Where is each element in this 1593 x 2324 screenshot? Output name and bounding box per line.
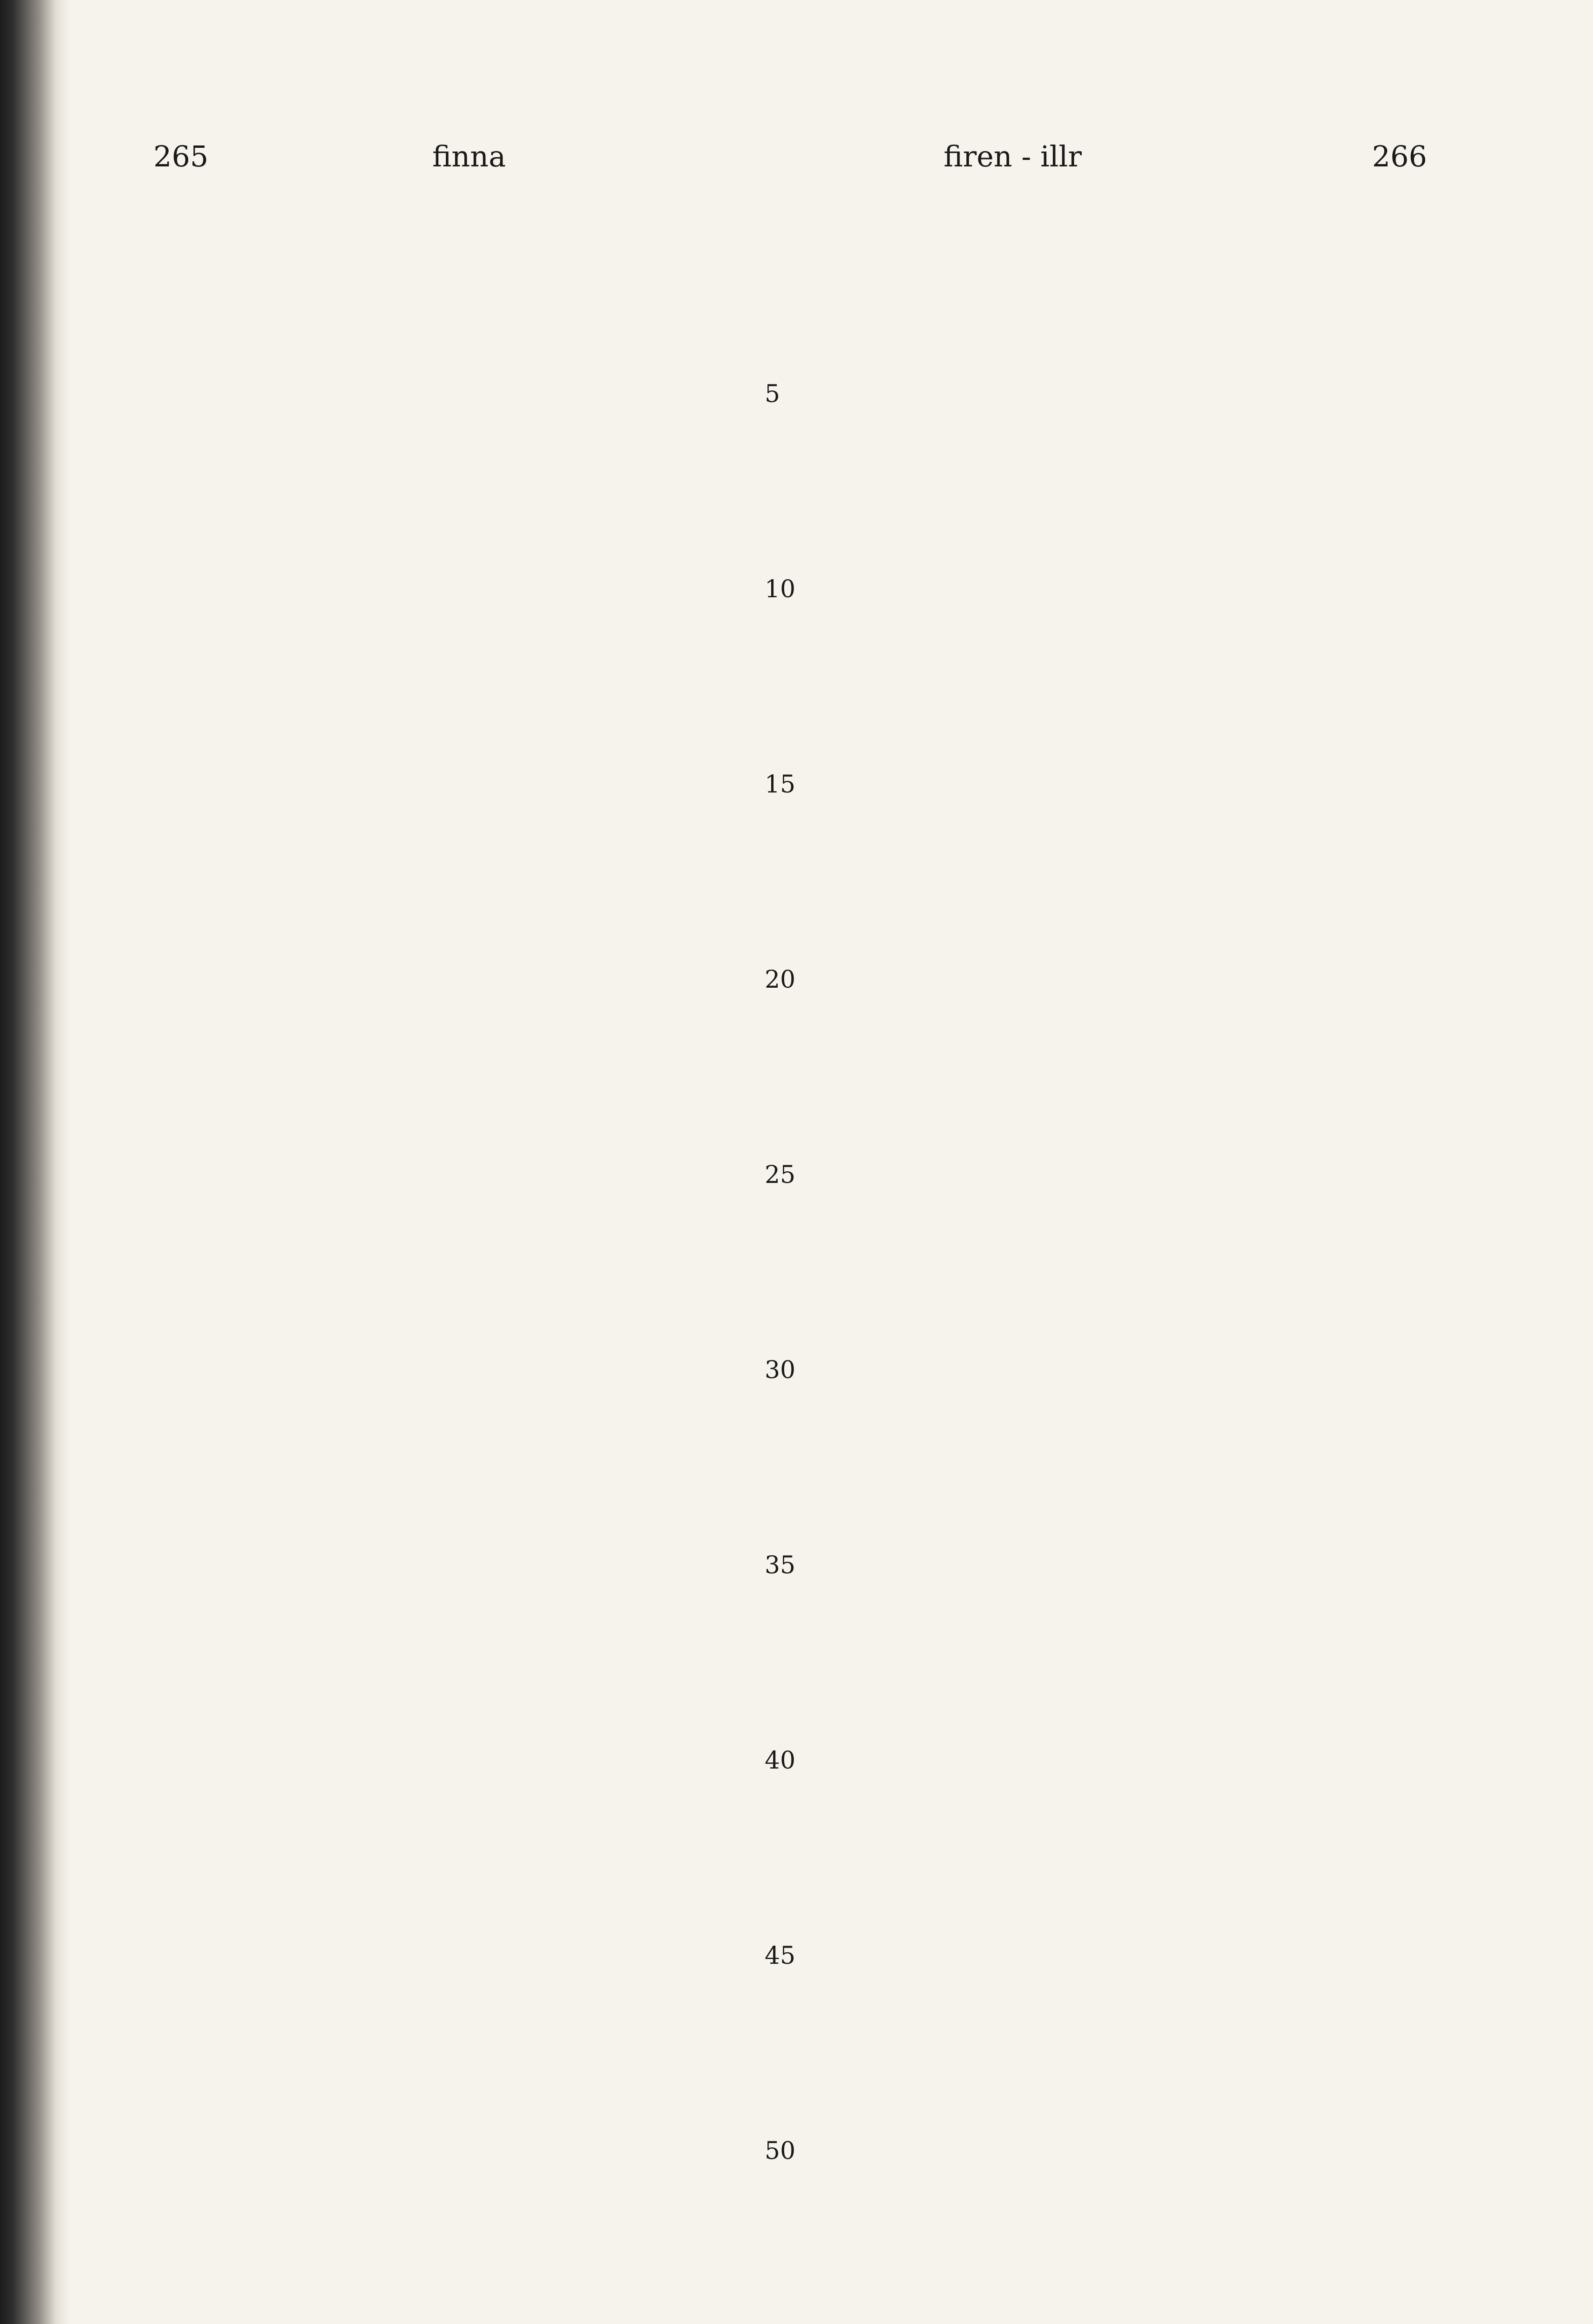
text-line (153, 1155, 762, 1195)
text-line (153, 1234, 762, 1273)
text-line (818, 1468, 1427, 1507)
left-column (153, 218, 762, 2210)
text-line (818, 1234, 1427, 1273)
text-line (153, 1077, 762, 1116)
text-line (818, 1780, 1427, 1819)
text-line (153, 1858, 762, 1897)
text-line (153, 1663, 762, 1702)
text-line (818, 1507, 1427, 1546)
text-line (818, 336, 1427, 375)
line-number: 35 (765, 1552, 796, 1579)
text-line (818, 843, 1427, 882)
text-line (818, 765, 1427, 804)
text-line (818, 1663, 1427, 1702)
text-line (818, 726, 1427, 765)
text-line (153, 492, 762, 531)
text-line (153, 1351, 762, 1390)
text-line (818, 1116, 1427, 1155)
text-line (818, 1077, 1427, 1116)
text-line (153, 375, 762, 414)
text-line (818, 648, 1427, 687)
text-line (818, 1195, 1427, 1234)
running-head (153, 139, 1427, 191)
line-number: 25 (765, 1161, 796, 1189)
text-line (153, 453, 762, 492)
text-line (153, 1429, 762, 1468)
text-line (818, 492, 1427, 531)
text-line (153, 1624, 762, 1663)
text-line (153, 257, 762, 297)
text-line (818, 1975, 1427, 2014)
text-line (153, 1741, 762, 1780)
text-line (818, 1741, 1427, 1780)
line-number: 30 (765, 1356, 796, 1384)
text-line (153, 687, 762, 726)
text-line (153, 1546, 762, 1585)
text-line (153, 1585, 762, 1624)
text-line (153, 218, 762, 257)
text-line (153, 648, 762, 687)
text-line (153, 765, 762, 804)
text-line (153, 1390, 762, 1429)
text-line (153, 2014, 762, 2053)
text-line (818, 1429, 1427, 1468)
text-line (818, 1390, 1427, 1429)
text-line (818, 1312, 1427, 1351)
text-line (818, 2053, 1427, 2093)
text-line (818, 375, 1427, 414)
text-line (153, 1897, 762, 1936)
text-line (818, 1936, 1427, 1975)
text-line (153, 1273, 762, 1312)
text-line (818, 687, 1427, 726)
text-line (153, 2093, 762, 2132)
line-number: 5 (765, 380, 780, 408)
text-line (153, 570, 762, 609)
text-line (153, 531, 762, 570)
page-number-right: 266 (1372, 139, 1427, 173)
text-line (153, 804, 762, 843)
text-line (153, 1468, 762, 1507)
text-line (153, 1819, 762, 1858)
text-line (818, 570, 1427, 609)
text-line (153, 1312, 762, 1351)
text-line (153, 921, 762, 960)
line-number: 10 (765, 575, 796, 603)
line-number: 50 (765, 2137, 796, 2165)
text-line (818, 1351, 1427, 1390)
text-line (818, 531, 1427, 570)
text-line (818, 257, 1427, 297)
text-line (153, 1702, 762, 1741)
headword-right: firen - illr (944, 139, 1082, 173)
text-line (153, 843, 762, 882)
line-number: 15 (765, 771, 796, 799)
text-line (818, 1858, 1427, 1897)
text-line (818, 960, 1427, 999)
text-line (153, 2171, 762, 2210)
line-number: 45 (765, 1942, 796, 1970)
text-line (818, 921, 1427, 960)
text-line (818, 1273, 1427, 1312)
text-line (153, 960, 762, 999)
page-number-left: 265 (153, 139, 209, 173)
text-line (818, 453, 1427, 492)
text-line (153, 2132, 762, 2171)
text-line (818, 2014, 1427, 2053)
text-line (153, 414, 762, 453)
text-line (153, 1195, 762, 1234)
text-line (818, 218, 1427, 257)
text-line (818, 882, 1427, 921)
text-line (818, 1155, 1427, 1195)
right-column (818, 218, 1427, 2171)
text-line (818, 2132, 1427, 2171)
text-line (818, 297, 1427, 336)
text-line (818, 1819, 1427, 1858)
text-line (153, 1507, 762, 1546)
text-line (818, 999, 1427, 1038)
text-line (153, 1116, 762, 1155)
text-line (153, 1038, 762, 1077)
line-number-gutter (765, 218, 811, 2217)
text-line (818, 1624, 1427, 1663)
text-line (818, 1038, 1427, 1077)
text-line (153, 2053, 762, 2093)
text-line (153, 609, 762, 648)
text-line (818, 414, 1427, 453)
text-line (818, 1897, 1427, 1936)
book-binding-edge (0, 0, 70, 2324)
text-line (153, 1975, 762, 2014)
text-line (818, 804, 1427, 843)
text-line (153, 297, 762, 336)
text-line (153, 1936, 762, 1975)
line-number: 40 (765, 1747, 796, 1775)
text-line (818, 2093, 1427, 2132)
text-line (153, 336, 762, 375)
text-line (153, 999, 762, 1038)
text-line (818, 1702, 1427, 1741)
text-line (153, 1780, 762, 1819)
text-line (818, 609, 1427, 648)
headword-left: finna (432, 139, 506, 173)
text-line (818, 1585, 1427, 1624)
text-line (153, 882, 762, 921)
line-number: 20 (765, 966, 796, 994)
text-line (153, 726, 762, 765)
text-line (818, 1546, 1427, 1585)
